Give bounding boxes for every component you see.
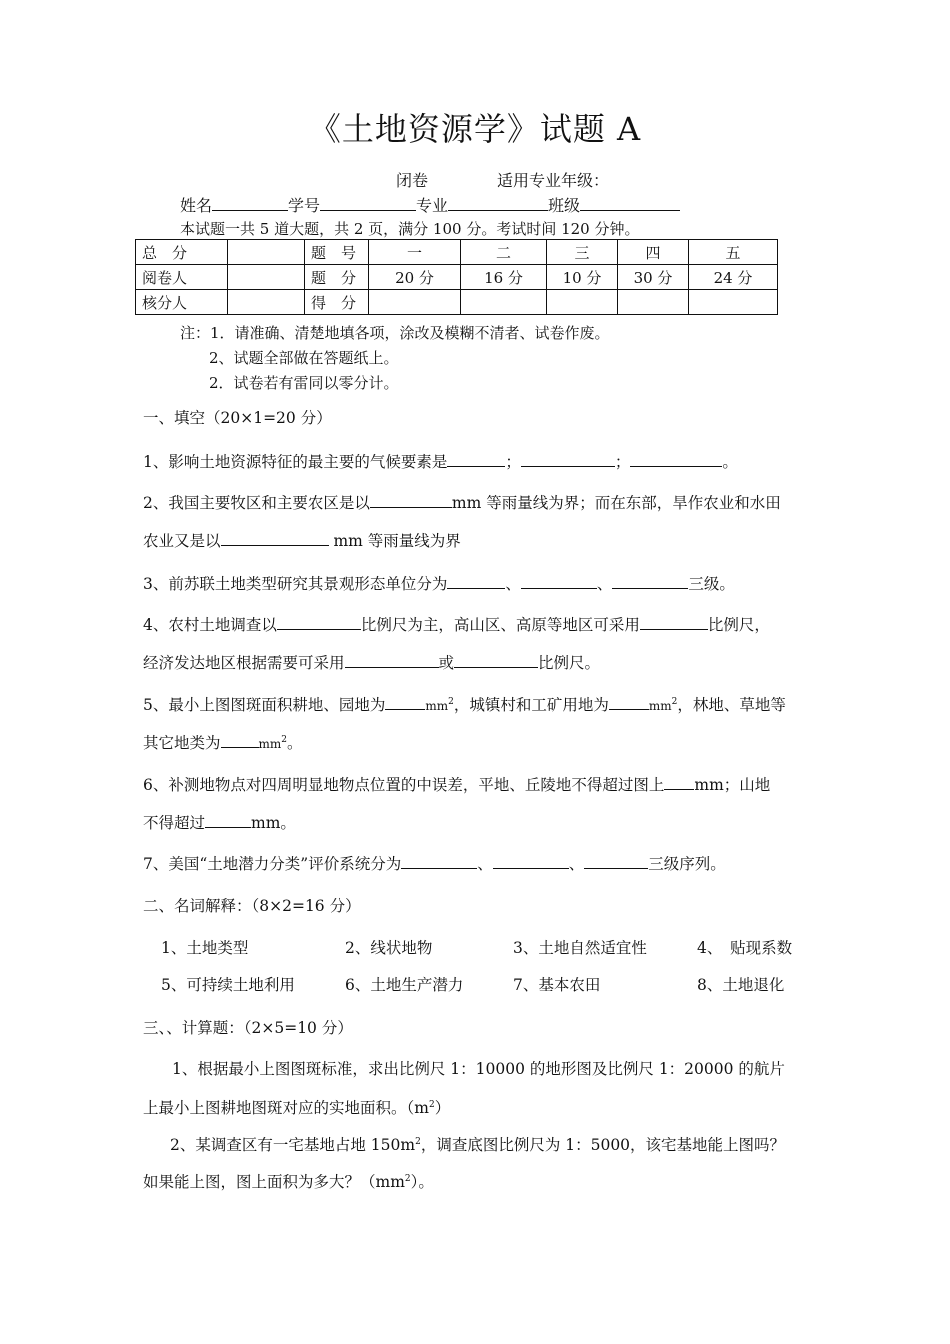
question-1-3: 3、前苏联土地类型研究其景观形态单位分为 、 、 三级。 [143,575,735,593]
table-cell[interactable] [547,290,618,315]
table-cell: 16 分 [461,265,547,290]
answer-blank[interactable] [664,774,694,790]
term-2: 2、线状地物 [345,939,433,957]
term-1: 1、土地类型 [161,939,249,957]
id-label: 学号 [288,196,321,215]
table-cell: 题 号 [305,240,369,265]
section-3-heading: 三、、计算题：（2×5=10 分） [143,1019,353,1037]
answer-blank[interactable] [521,573,597,589]
table-cell[interactable] [689,290,778,315]
answer-blank[interactable] [447,573,505,589]
answer-blank[interactable] [221,530,329,546]
answer-blank[interactable] [454,652,538,668]
table-row [136,240,778,265]
class-label: 班级 [548,196,581,215]
exam-type: 闭卷 [396,171,429,190]
major-blank[interactable] [448,195,548,211]
table-cell: 总 分 [136,240,228,265]
term-4: 4、 贴现系数 [697,939,793,957]
name-blank[interactable] [212,195,288,211]
answer-blank[interactable] [612,573,688,589]
calc-question-2-cont: 如果能上图，图上面积为多大？$(mm^2)$。 [143,1173,434,1191]
calc-question-1-cont: 上最小上图耕地图斑对应的实地面积。$(m^2)$ [143,1099,451,1117]
answer-blank[interactable] [370,492,452,508]
question-1-6: 6、补测地物点对四周明显地物点位置的中误差，平地、丘陵地不得超过图上 mm；山地 [143,776,771,794]
answer-blank[interactable] [584,853,648,869]
answer-blank[interactable] [493,853,569,869]
table-cell[interactable] [228,290,305,315]
section-2-heading: 二、名词解释：（8×2=16 分） [143,897,361,915]
table-cell: 20 分 [369,265,461,290]
term-7: 7、基本农田 [513,976,601,994]
section-1-heading: 一、填空（20×1=20 分） [143,409,332,427]
table-cell: 四 [618,240,689,265]
table-cell[interactable] [369,290,461,315]
question-1-5-cont: 其它地类为 $mm^2$。 [143,734,303,752]
answer-blank[interactable] [630,451,722,467]
note-1: 注：1．请准确、清楚地填各项，涂改及模糊不清者、试卷作废。 [180,324,610,342]
question-1-4: 4、农村土地调查以 比例尺为主，高山区、高原等地区可采用 比例尺， [143,616,770,634]
table-row [136,265,778,290]
class-blank[interactable] [580,195,680,211]
table-cell[interactable] [461,290,547,315]
term-5: 5、可持续土地利用 [161,976,295,994]
table-cell: 题 分 [305,265,369,290]
name-label: 姓名 [180,196,213,215]
answer-blank[interactable] [385,694,425,710]
answer-blank[interactable] [640,614,708,630]
answer-blank[interactable] [221,732,259,748]
answer-blank[interactable] [277,614,361,630]
page-title: 《土地资源学》试题 A [308,110,642,148]
answer-blank[interactable] [609,694,649,710]
table-cell: 三 [547,240,618,265]
exam-info: 本试题一共 5 道大题，共 2 页，满分 100 分。考试时间 120 分钟。 [180,220,640,238]
calc-question-1: 1、根据最小上图图斑标准，求出比例尺 1：10000 的地形图及比例尺 1：20000 的航片 [172,1060,785,1078]
note-3: 2．试卷若有雷同以零分计。 [209,374,399,392]
term-3: 3、土地自然适宜性 [513,939,647,957]
table-cell [228,240,305,265]
question-1-6-cont: 不得超过 mm。 [143,814,296,832]
answer-blank[interactable] [521,451,615,467]
answer-blank[interactable] [401,853,477,869]
table-cell[interactable] [228,265,305,290]
score-table [135,239,778,315]
question-1-4-cont: 经济发达地区根据需要可采用 或 比例尺。 [143,654,601,672]
term-8: 8、土地退化 [697,976,785,994]
note-2: 2、试题全部做在答题纸上。 [209,349,399,367]
question-1-5: 5、最小上图图斑面积耕地、园地为 $mm^2$，城镇村和工矿用地为 $mm^2$，林地、草地等 [143,696,786,714]
table-cell: 核分人 [136,290,228,315]
question-1-7: 7、美国“土地潜力分类”评价系统分为 、 、 三级序列。 [143,855,726,873]
question-1-2-cont: 农业又是以 mm 等雨量线为界 [143,532,461,550]
table-cell: 24 分 [689,265,778,290]
table-cell[interactable] [618,290,689,315]
term-6: 6、土地生产潜力 [345,976,464,994]
table-cell: 五 [689,240,778,265]
calc-question-2: 2、某调查区有一宅基地占地 $150m^2$，调查底图比例尺为 1：5000，该宅基地能上图吗？ [170,1136,786,1154]
question-1-2: 2、我国主要牧区和主要农区是以 mm 等雨量线为界；而在东部，旱作农业和水田 [143,494,781,512]
major-grade-label: 适用专业年级： [497,171,610,190]
answer-blank[interactable] [345,652,439,668]
answer-blank[interactable] [447,451,505,467]
table-cell: 得 分 [305,290,369,315]
major-label: 专业 [416,196,449,215]
table-cell: 10 分 [547,265,618,290]
answer-blank[interactable] [205,812,251,828]
table-row [136,290,778,315]
table-cell: 一 [369,240,461,265]
table-cell: 阅卷人 [136,265,228,290]
student-info-line [180,193,680,216]
id-blank[interactable] [320,195,416,211]
table-cell: 30 分 [618,265,689,290]
question-1-1: 1、影响土地资源特征的最主要的气候要素是 ； ； 。 [143,453,738,471]
table-cell: 二 [461,240,547,265]
